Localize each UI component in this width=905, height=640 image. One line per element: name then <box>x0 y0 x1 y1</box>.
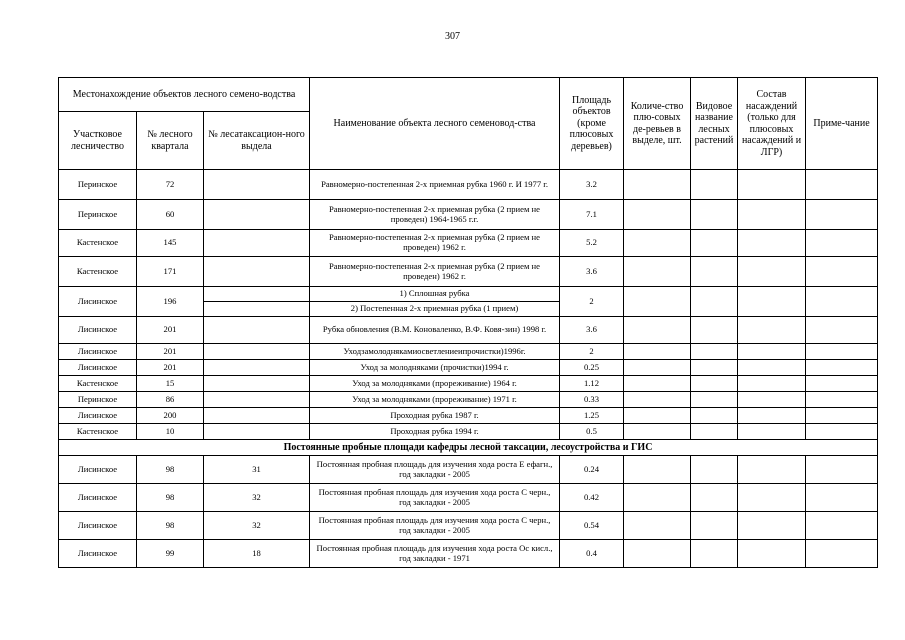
cell-area: 0.42 <box>560 484 624 512</box>
cell-species <box>691 512 738 540</box>
cell-area: 0.25 <box>560 360 624 376</box>
cell-name: Постоянная пробная площадь для изучения хода роста Ос кисл., год закладки - 1971 <box>310 540 560 568</box>
cell-note <box>806 376 878 392</box>
cell-area: 3.6 <box>560 257 624 287</box>
cell-species <box>691 344 738 360</box>
table-row <box>59 344 878 360</box>
cell-area: 5.2 <box>560 230 624 257</box>
cell-plus <box>624 484 691 512</box>
cell-composition <box>738 360 806 376</box>
object-name-header: Наименование объекта лесного семеновод-ства <box>310 78 560 170</box>
table-row <box>59 512 878 540</box>
cell-subplot <box>204 424 310 440</box>
cell-plus <box>624 408 691 424</box>
cell-plus <box>624 376 691 392</box>
cell-name: Уход за молодняками (прореживание) 1964 г. <box>310 376 560 392</box>
forestry-header: Участковое лесничество <box>59 112 137 170</box>
page-number: 307 <box>445 31 460 42</box>
cell-forestry: Лисинское <box>59 512 137 540</box>
split-plus-trees <box>624 287 691 317</box>
split-note <box>806 287 878 317</box>
split-composition <box>738 287 806 317</box>
rows-block-a <box>59 170 878 287</box>
cell-species <box>691 360 738 376</box>
table-row <box>59 484 878 512</box>
cell-species <box>691 230 738 257</box>
cell-plus <box>624 257 691 287</box>
cell-subplot: 32 <box>204 512 310 540</box>
cell-name: Постоянная пробная площадь для изучения хода роста Е ефагн., год закладки - 2005 <box>310 456 560 484</box>
table-row <box>59 360 878 376</box>
table-row <box>59 424 878 440</box>
cell-area: 3.6 <box>560 317 624 344</box>
table-row <box>59 230 878 257</box>
cell-forestry: Лисинское <box>59 408 137 424</box>
split-area: 2 <box>560 287 624 317</box>
subplot-header: № лесатаксацион-ного выдела <box>204 112 310 170</box>
cell-composition <box>738 484 806 512</box>
cell-note <box>806 360 878 376</box>
cell-quarter: 10 <box>137 424 204 440</box>
table-row <box>59 317 878 344</box>
cell-name: Равномерно-постепенная 2-х приемная рубка (2 прием не проведен) 1962 г. <box>310 230 560 257</box>
section-title: Постоянные пробные площади кафедры лесной таксации, лесоустройства и ГИС <box>59 440 878 456</box>
cell-forestry: Кастенское <box>59 230 137 257</box>
cell-composition <box>738 392 806 408</box>
cell-name: Равномерно-постепенная 2-х приемная рубка 1960 г. И 1977 г. <box>310 170 560 200</box>
cell-note <box>806 317 878 344</box>
cell-forestry: Лисинское <box>59 344 137 360</box>
table-row <box>59 392 878 408</box>
cell-subplot <box>204 230 310 257</box>
cell-composition <box>738 540 806 568</box>
cell-quarter: 171 <box>137 257 204 287</box>
split-subplot-2 <box>204 302 310 317</box>
table-row <box>59 170 878 200</box>
cell-area: 2 <box>560 344 624 360</box>
cell-subplot <box>204 257 310 287</box>
cell-species <box>691 170 738 200</box>
header-row-1 <box>59 78 878 112</box>
cell-note <box>806 408 878 424</box>
cell-quarter: 98 <box>137 484 204 512</box>
cell-subplot <box>204 392 310 408</box>
cell-plus <box>624 230 691 257</box>
cell-note <box>806 257 878 287</box>
cell-subplot: 31 <box>204 456 310 484</box>
cell-area: 1.12 <box>560 376 624 392</box>
cell-species <box>691 392 738 408</box>
cell-area: 1.25 <box>560 408 624 424</box>
table-row <box>59 200 878 230</box>
area-header: Площадь объектов (кроме плюсовых деревьев) <box>560 78 624 170</box>
cell-subplot <box>204 344 310 360</box>
cell-forestry: Перинское <box>59 170 137 200</box>
cell-forestry: Кастенское <box>59 376 137 392</box>
cell-subplot: 32 <box>204 484 310 512</box>
cell-composition <box>738 376 806 392</box>
cell-name: Проходная рубка 1987 г. <box>310 408 560 424</box>
cell-note <box>806 456 878 484</box>
rows-block-c <box>59 456 878 568</box>
cell-plus <box>624 424 691 440</box>
cell-quarter: 200 <box>137 408 204 424</box>
cell-area: 0.33 <box>560 392 624 408</box>
cell-forestry: Лисинское <box>59 317 137 344</box>
cell-plus <box>624 344 691 360</box>
cell-area: 7.1 <box>560 200 624 230</box>
cell-area: 0.54 <box>560 512 624 540</box>
split-quarter: 196 <box>137 287 204 317</box>
cell-quarter: 86 <box>137 392 204 408</box>
cell-species <box>691 376 738 392</box>
location-group-header: Местонахождение объектов лесного семено-водства <box>59 78 310 112</box>
cell-plus <box>624 360 691 376</box>
table-row <box>59 257 878 287</box>
cell-forestry: Кастенское <box>59 424 137 440</box>
cell-species <box>691 424 738 440</box>
seed-objects-table <box>58 77 878 568</box>
cell-note <box>806 230 878 257</box>
cell-quarter: 201 <box>137 344 204 360</box>
cell-plus <box>624 540 691 568</box>
cell-name: Равномерно-постепенная 2-х приемная рубка (2 прием не проведен) 1964-1965 г.г. <box>310 200 560 230</box>
cell-species <box>691 200 738 230</box>
cell-note <box>806 392 878 408</box>
cell-area: 0.4 <box>560 540 624 568</box>
cell-species <box>691 408 738 424</box>
cell-species <box>691 257 738 287</box>
cell-name: Уход за молодняками (прореживание) 1971 г. <box>310 392 560 408</box>
split-subplot-1 <box>204 287 310 302</box>
section-title-row <box>59 440 878 456</box>
cell-composition <box>738 317 806 344</box>
cell-composition <box>738 170 806 200</box>
cell-note <box>806 540 878 568</box>
cell-composition <box>738 200 806 230</box>
cell-forestry: Лисинское <box>59 540 137 568</box>
cell-subplot <box>204 200 310 230</box>
split-name-2: 2) Постепенная 2-х приемная рубка (1 прием) <box>310 302 560 317</box>
cell-subplot <box>204 317 310 344</box>
cell-name: Проходная рубка 1994 г. <box>310 424 560 440</box>
cell-quarter: 98 <box>137 456 204 484</box>
cell-subplot <box>204 376 310 392</box>
plus-trees-header: Количе-ство плю-совых де-ревьев в выделе, шт. <box>624 78 691 170</box>
cell-area: 3.2 <box>560 170 624 200</box>
cell-plus <box>624 317 691 344</box>
cell-quarter: 99 <box>137 540 204 568</box>
quarter-header: № лесного квартала <box>137 112 204 170</box>
cell-species <box>691 456 738 484</box>
split-forestry: Лисинское <box>59 287 137 317</box>
cell-name: Постоянная пробная площадь для изучения хода роста С черн., год закладки - 2005 <box>310 512 560 540</box>
split-species <box>691 287 738 317</box>
cell-note <box>806 344 878 360</box>
cell-plus <box>624 456 691 484</box>
composition-header: Состав насаждений (только для плюсовых насаждений и ЛГР) <box>738 78 806 170</box>
cell-subplot <box>204 408 310 424</box>
cell-species <box>691 540 738 568</box>
table-row <box>59 376 878 392</box>
cell-quarter: 15 <box>137 376 204 392</box>
cell-forestry: Лисинское <box>59 456 137 484</box>
cell-quarter: 98 <box>137 512 204 540</box>
cell-note <box>806 424 878 440</box>
cell-subplot <box>204 170 310 200</box>
cell-name: Уход за молодняками (прочистки)1994 г. <box>310 360 560 376</box>
cell-plus <box>624 512 691 540</box>
cell-name: Уходзамолоднякамиосветлениеипрочистки)1996г. <box>310 344 560 360</box>
cell-forestry: Лисинское <box>59 360 137 376</box>
cell-subplot: 18 <box>204 540 310 568</box>
cell-note <box>806 512 878 540</box>
table-row <box>59 456 878 484</box>
cell-species <box>691 317 738 344</box>
cell-note <box>806 200 878 230</box>
cell-composition <box>738 512 806 540</box>
cell-quarter: 72 <box>137 170 204 200</box>
cell-composition <box>738 424 806 440</box>
table-row <box>59 540 878 568</box>
table-row <box>59 408 878 424</box>
cell-plus <box>624 392 691 408</box>
cell-species <box>691 484 738 512</box>
cell-name: Равномерно-постепенная 2-х приемная рубка (2 прием не проведен) 1962 г. <box>310 257 560 287</box>
cell-area: 0.5 <box>560 424 624 440</box>
cell-composition <box>738 257 806 287</box>
cell-quarter: 145 <box>137 230 204 257</box>
cell-composition <box>738 456 806 484</box>
cell-forestry: Кастенское <box>59 257 137 287</box>
cell-area: 0.24 <box>560 456 624 484</box>
cell-quarter: 201 <box>137 317 204 344</box>
cell-composition <box>738 230 806 257</box>
cell-composition <box>738 408 806 424</box>
cell-forestry: Лисинское <box>59 484 137 512</box>
cell-note <box>806 170 878 200</box>
cell-subplot <box>204 360 310 376</box>
split-name-1: 1) Сплошная рубка <box>310 287 560 302</box>
rows-block-b <box>59 317 878 440</box>
cell-plus <box>624 170 691 200</box>
species-header: Видовое название лесных растений <box>691 78 738 170</box>
cell-quarter: 201 <box>137 360 204 376</box>
cell-name: Постоянная пробная площадь для изучения хода роста С черн., год закладки - 2005 <box>310 484 560 512</box>
split-row-top <box>59 287 878 302</box>
cell-forestry: Перинское <box>59 392 137 408</box>
cell-forestry: Перинское <box>59 200 137 230</box>
cell-composition <box>738 344 806 360</box>
cell-plus <box>624 200 691 230</box>
cell-note <box>806 484 878 512</box>
cell-quarter: 60 <box>137 200 204 230</box>
note-header: Приме-чание <box>806 78 878 170</box>
cell-name: Рубка обновления (В.М. Коноваленко, В.Ф. Ковя-зин) 1998 г. <box>310 317 560 344</box>
